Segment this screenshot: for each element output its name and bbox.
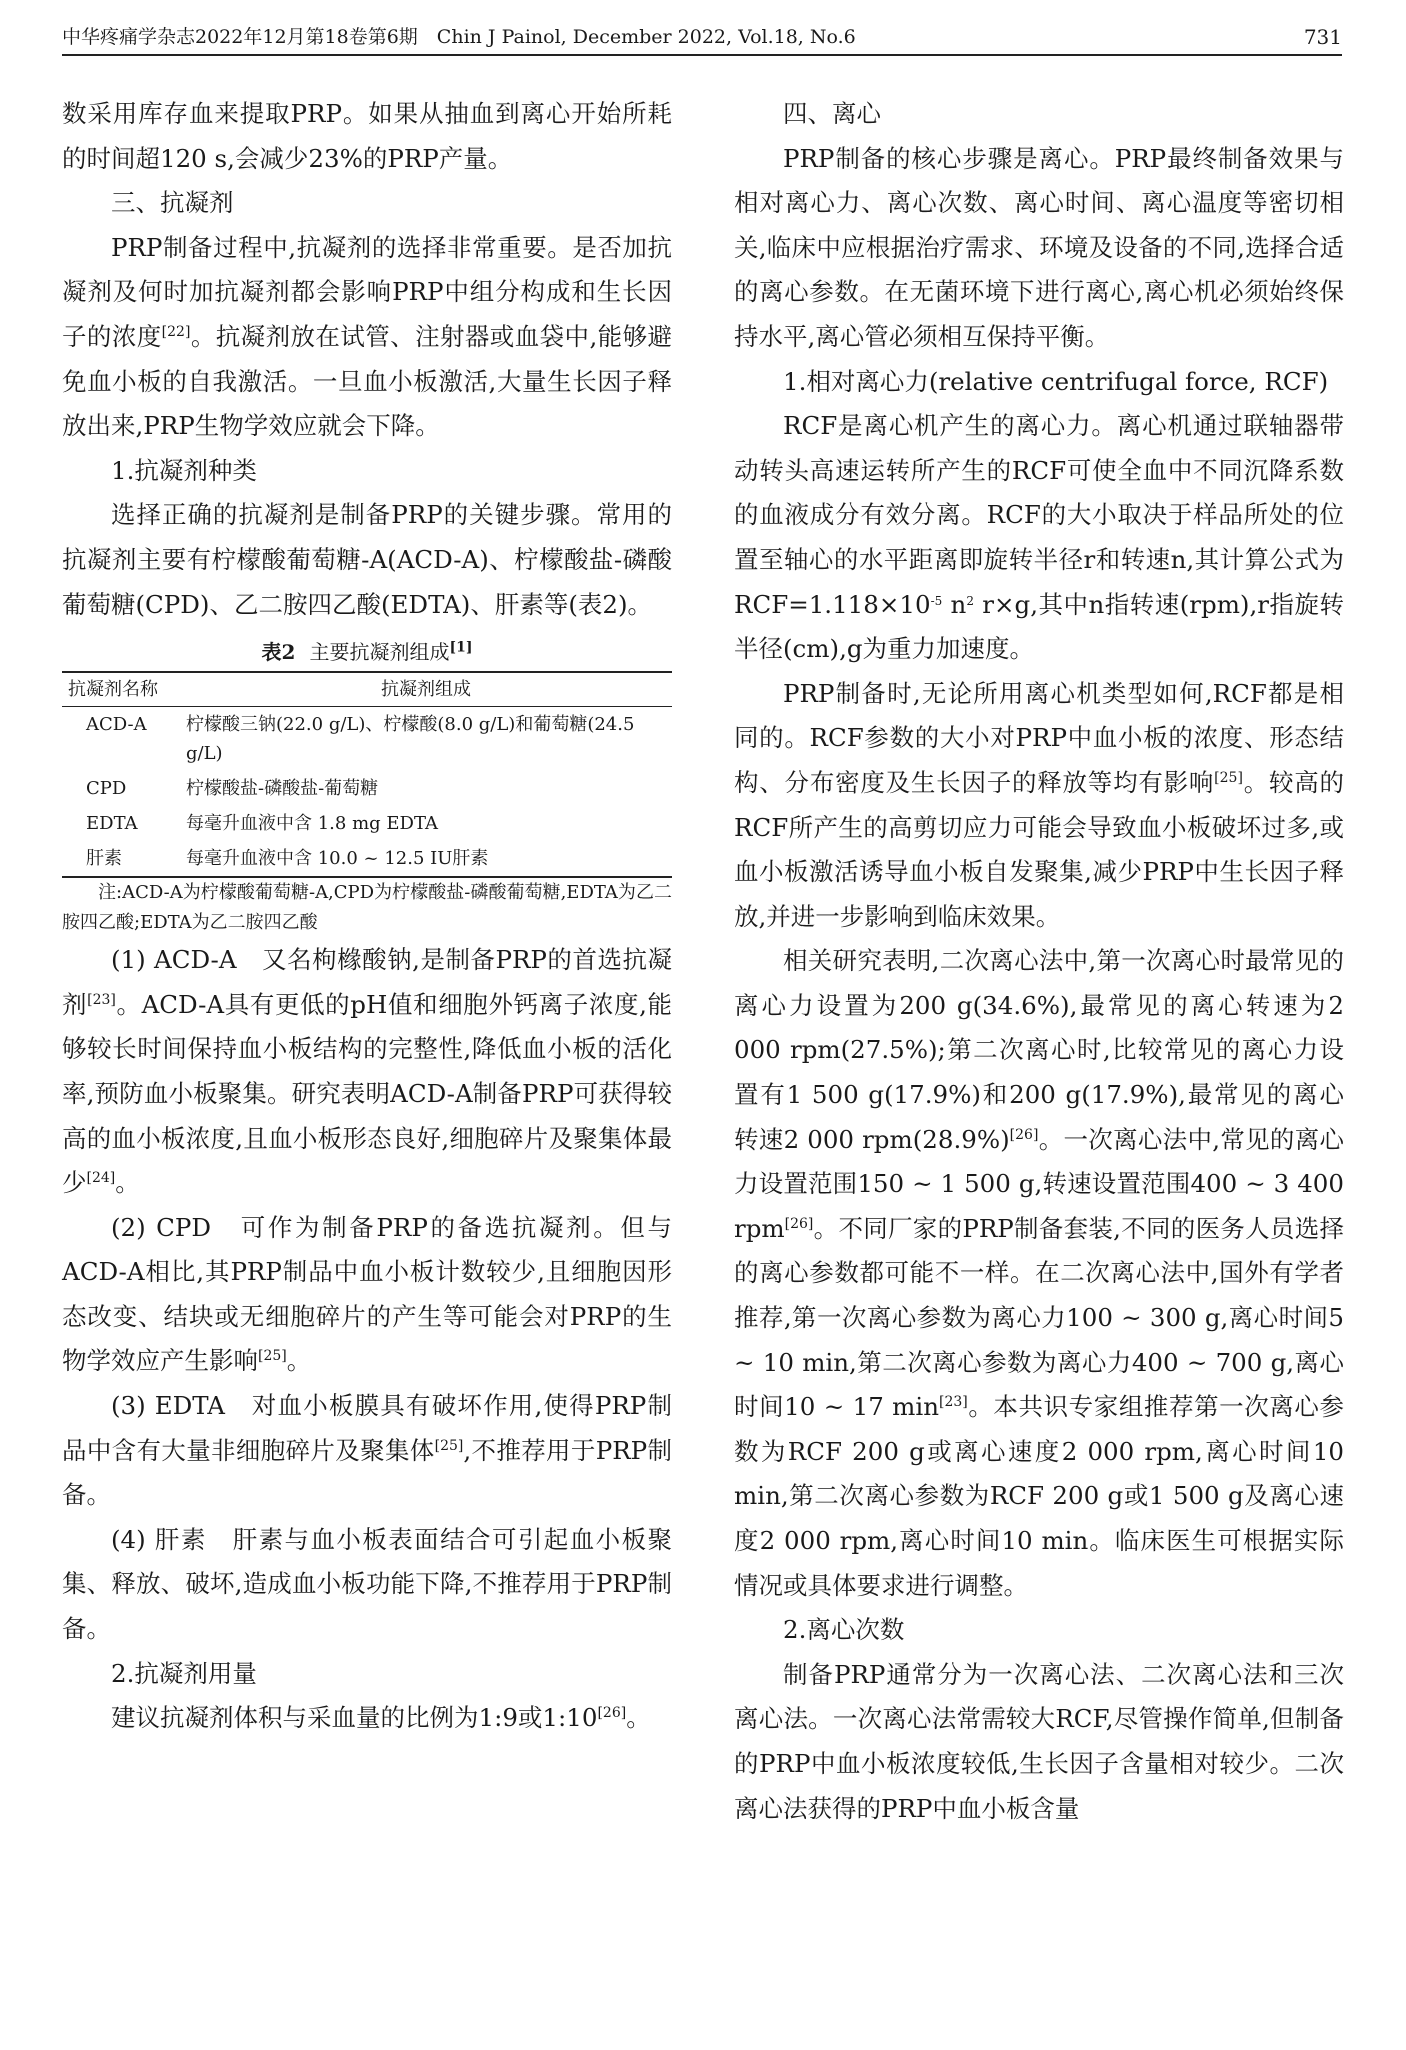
paragraph: 数采用库存血来提取PRP。如果从抽血到离心开始所耗的时间超120 s,会减少23%的PRP产量。 (62, 99, 672, 173)
citation: [22] (161, 323, 191, 340)
citation: [24] (86, 1169, 116, 1186)
exponent: 2 (966, 593, 974, 608)
table-cell: 肝素 (86, 848, 122, 870)
citation: [25] (1214, 769, 1243, 786)
paragraph: (1) ACD-A 又名枸橼酸钠,是制备PRP的首选抗凝剂[23]。ACD-A具有更低的pH值和细胞外钙离子浓度,能够较长时间保持血小板结构的完整性,降低血小板的活化率,预防血小板聚集。研究表明ACD-A制备PRP可获得较高的血小板浓度,且血小板形态良好,细胞碎片及聚集体最少[24]。 (62, 945, 673, 1198)
table-label: 表2 (261, 640, 296, 665)
anticoagulant-table (62, 671, 672, 878)
section-heading-anticoagulant: 三、抗凝剂 (111, 188, 234, 218)
paragraph: (3) EDTA 对血小板膜具有破坏作用,使得PRP制品中含有大量非细胞碎片及聚集体[25],不推荐用于PRP制备。 (62, 1391, 672, 1510)
section-heading-centrifugation: 四、离心 (783, 99, 881, 128)
table-caption (62, 637, 672, 667)
table-cell: 柠檬酸盐-磷酸盐-葡萄糖 (186, 778, 379, 800)
table-cell: EDTA (86, 813, 138, 835)
table-row (62, 771, 672, 806)
paragraph: 建议抗凝剂体积与采血量的比例为1:9或1:10[26]。 (111, 1703, 651, 1733)
citation: [26] (1009, 1126, 1039, 1143)
page-number: 731 (1303, 25, 1342, 49)
citation: [25] (434, 1437, 464, 1454)
paragraph: RCF是离心机产生的离心力。离心机通过联轴器带动转头高速运转所产生的RCF可使全血中不同沉降系数的血液成分有效分离。RCF的大小取决于样品所处的位置至轴心的水平距离即旋转半径r和转速n,其计算公式为$RCF=1.118\times 10^{-5}$ $n^2$ r×g,其中n指转速(rpm),r指旋转半径(cm),g为重力加速度。 (734, 411, 1344, 664)
citation: [23] (87, 991, 116, 1008)
paragraph: PRP制备过程中,抗凝剂的选择非常重要。是否加抗凝剂及何时加抗凝剂都会影响PRP中组分构成和生长因子的浓度[22]。抗凝剂放在试管、注射器或血袋中,能够避免血小板的自我激活。一旦血小板激活,大量生长因子释放出来,PRP生物学效应就会下降。 (62, 232, 673, 441)
right-column (734, 92, 1344, 1831)
citation: [23] (939, 1394, 968, 1411)
table-cell: 每毫升血液中含 1.8 mg EDTA (186, 813, 438, 835)
table-cell: CPD (86, 778, 127, 800)
table-note: 注:ACD-A为柠檬酸葡萄糖-A,CPD为柠檬酸盐-磷酸葡萄糖,EDTA为乙二胺四乙酸;EDTA为乙二胺四乙酸 (62, 882, 672, 934)
citation: [1] (449, 639, 473, 656)
subsection-heading-rcf: 1.相对离心力(relative centrifugal force, RCF) (783, 366, 1329, 396)
paragraph: (4) 肝素 肝素与血小板表面结合可引起血小板聚集、释放、破坏,造成血小板功能下降,不推荐用于PRP制备。 (62, 1524, 672, 1644)
subsection-heading-types: 1.抗凝剂种类 (111, 455, 257, 485)
table-cell: 每毫升血液中含 10.0 ~ 12.5 IU肝素 (186, 848, 489, 870)
citation: [26] (784, 1215, 814, 1232)
table-row (62, 841, 672, 877)
exponent: -5 (930, 593, 943, 608)
subsection-heading-times: 2.离心次数 (783, 1615, 905, 1645)
running-header (62, 20, 1342, 56)
citation: [25] (258, 1348, 287, 1365)
citation: [26] (597, 1705, 627, 1722)
paragraph: PRP制备的核心步骤是离心。PRP最终制备效果与相对离心力、离心次数、离心时间、离心温度等密切相关,临床中应根据治疗需求、环境及设备的不同,选择合适的离心参数。在无菌环境下进行离心,离心机必须始终保持水平,离心管必须相互保持平衡。 (734, 143, 1344, 351)
paragraph: 制备PRP通常分为一次离心法、二次离心法和三次离心法。一次离心法常需较大RCF,尽管操作简单,但制备的PRP中血小板浓度较低,生长因子含量相对较少。二次离心法获得的PRP中血小板含量 (734, 1659, 1344, 1823)
table-row (62, 707, 672, 772)
table-title: 主要抗凝剂组成 (309, 640, 450, 665)
journal-running-title: 中华疼痛学杂志2022年12月第18卷第6期 Chin J Painol, December 2022, Vol.18, No.6 (62, 26, 856, 48)
table-header: 抗凝剂组成 (180, 672, 672, 707)
paragraph: 相关研究表明,二次离心法中,第一次离心时最常见的离心力设置为200 g(34.6%),最常见的离心转速为2 000 rpm(27.5%);第二次离心时,比较常见的离心力设置有1 500 g(17.9%)和200 g(17.9%),最常见的离心转速2 000 rpm(28.9%)[26]。一次离心法中,常见的离心力设置范围150 ~ 1 500 g,转速设置范围400 ~ 3 400 rpm[26]。不同厂家的PRP制备套装,不同的医务人员选择的离心参数都可能不一样。在二次离心法中,国外有学者推荐,第一次离心参数为离心力100 ~ 300 g,离心时间5 ~ 10 min,第二次离心参数为离心力400 ~ 700 g,离心时间10 ~ 17 min[23]。本共识专家组推荐第一次离心参数为RCF 200 g或离心速度2 000 rpm,离心时间10 min,第二次离心参数为RCF 200 g或1 500 g及离心速度2 000 rpm,离心时间10 min。临床医生可根据实际情况或具体要求进行调整。 (734, 946, 1345, 1600)
left-column (62, 92, 672, 1741)
paragraph: 选择正确的抗凝剂是制备PRP的关键步骤。常用的抗凝剂主要有柠檬酸葡萄糖-A(ACD-A)、柠檬酸盐-磷酸葡萄糖(CPD)、乙二胺四乙酸(EDTA)、肝素等(表2)。 (62, 500, 672, 619)
paragraph: (2) CPD 可作为制备PRP的备选抗凝剂。但与ACD-A相比,其PRP制品中血小板计数较少,且细胞因形态改变、结块或无细胞碎片的产生等可能会对PRP的生物学效应产生影响[25]。 (62, 1212, 672, 1376)
table-cell: 柠檬酸三钠(22.0 g/L)、柠檬酸(8.0 g/L)和葡萄糖(24.5 g/L) (186, 714, 635, 765)
paragraph: PRP制备时,无论所用离心机类型如何,RCF都是相同的。RCF参数的大小对PRP中血小板的浓度、形态结构、分布密度及生长因子的释放等均有影响[25]。较高的RCF所产生的高剪切应力可能会导致血小板破坏过多,或血小板激活诱导血小板自发聚集,减少PRP中生长因子释放,并进一步影响到临床效果。 (734, 678, 1345, 931)
table-cell: ACD-A (86, 714, 147, 736)
table-row (62, 806, 672, 841)
subsection-heading-dose: 2.抗凝剂用量 (111, 1658, 257, 1688)
table-header: 抗凝剂名称 (62, 672, 180, 707)
